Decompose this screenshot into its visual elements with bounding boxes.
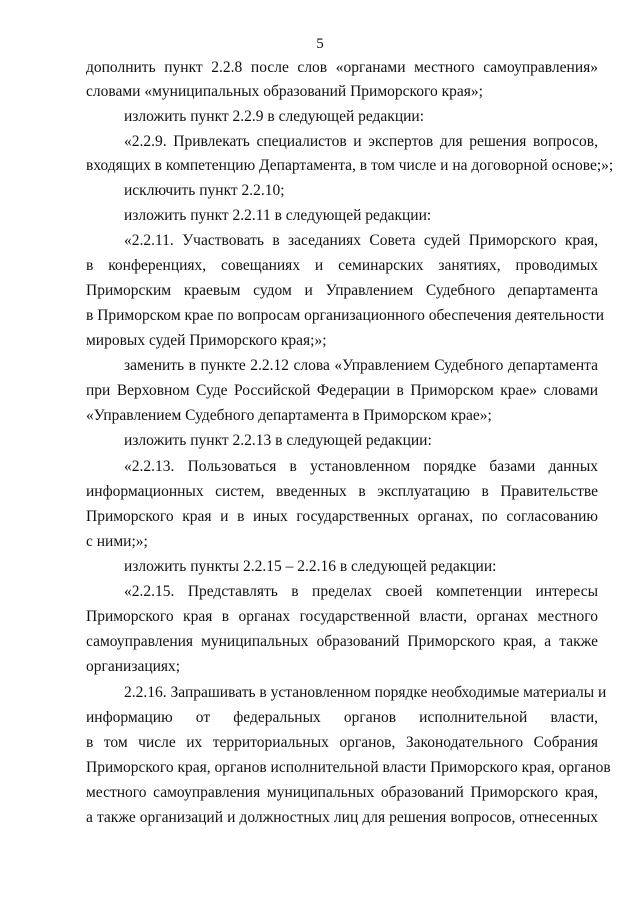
page-number: 5 [316,36,324,52]
text-line: «Управлением Судебного департамента в Приморском крае»; [86,407,492,424]
text-line: изложить пункты 2.2.15 – 2.2.16 в следующей редакции: [124,558,497,575]
text-line: в Приморском крае по вопросам организационного обеспечения деятельности [86,307,605,324]
text-line: Приморским краевым судом и Управлением Судебного департамента [86,282,598,299]
text-line: при Верховном Суде Российской Федерации в Приморском крае» словами [86,382,598,399]
text-line: 2.2.16. Запрашивать в установленном порядке необходимые материалы и [124,684,607,701]
text-line: местного самоуправления муниципальных образований Приморского края, [86,784,598,801]
text-line: мировых судей Приморского края;»; [86,332,327,349]
text-line: информационных систем, введенных в эксплуатацию в Правительстве [86,483,598,500]
text-line: в том числе их территориальных органов, Законодательного Собрания [86,734,598,751]
text-line: дополнить пункт 2.2.8 после слов «органами местного самоуправления» [86,59,598,76]
text-line: Приморского края и в иных государственных органах, по согласованию [86,508,598,525]
text-line: «2.2.13. Пользоваться в установленном порядке базами данных [124,458,598,475]
text-line: информацию от федеральных органов исполнительной власти, [86,709,598,726]
text-line: организациях; [86,658,181,675]
text-line: с ними;»; [86,533,148,550]
text-line: Приморского края, органов исполнительной власти Приморского края, органов [86,759,611,776]
text-line: «2.2.15. Представлять в пределах своей компетенции интересы [124,583,598,600]
text-line: в конференциях, совещаниях и семинарских занятиях, проводимых [86,257,598,274]
text-line: изложить пункт 2.2.11 в следующей редакции: [124,207,432,224]
text-line: «2.2.11. Участвовать в заседаниях Совета судей Приморского края, [124,232,598,249]
text-line: «2.2.9. Привлекать специалистов и экспертов для решения вопросов, [124,133,598,150]
text-line: заменить в пункте 2.2.12 слова «Управлением Судебного департамента [124,357,598,374]
text-line: Приморского края в органах государственной власти, органах местного [86,608,598,625]
text-line: изложить пункт 2.2.13 в следующей редакции: [124,432,432,449]
text-line: изложить пункт 2.2.9 в следующей редакции: [124,108,425,125]
text-line: словами «муниципальных образований Приморского края»; [86,83,483,100]
text-line: исключить пункт 2.2.10; [124,182,285,199]
text-line: входящих в компетенцию Департамента, в том числе и на договорной основе;»; [86,157,614,174]
text-line: а также организаций и должностных лиц для решения вопросов, отнесенных [86,809,598,826]
text-line: самоуправления муниципальных образований Приморского края, а также [86,633,598,650]
